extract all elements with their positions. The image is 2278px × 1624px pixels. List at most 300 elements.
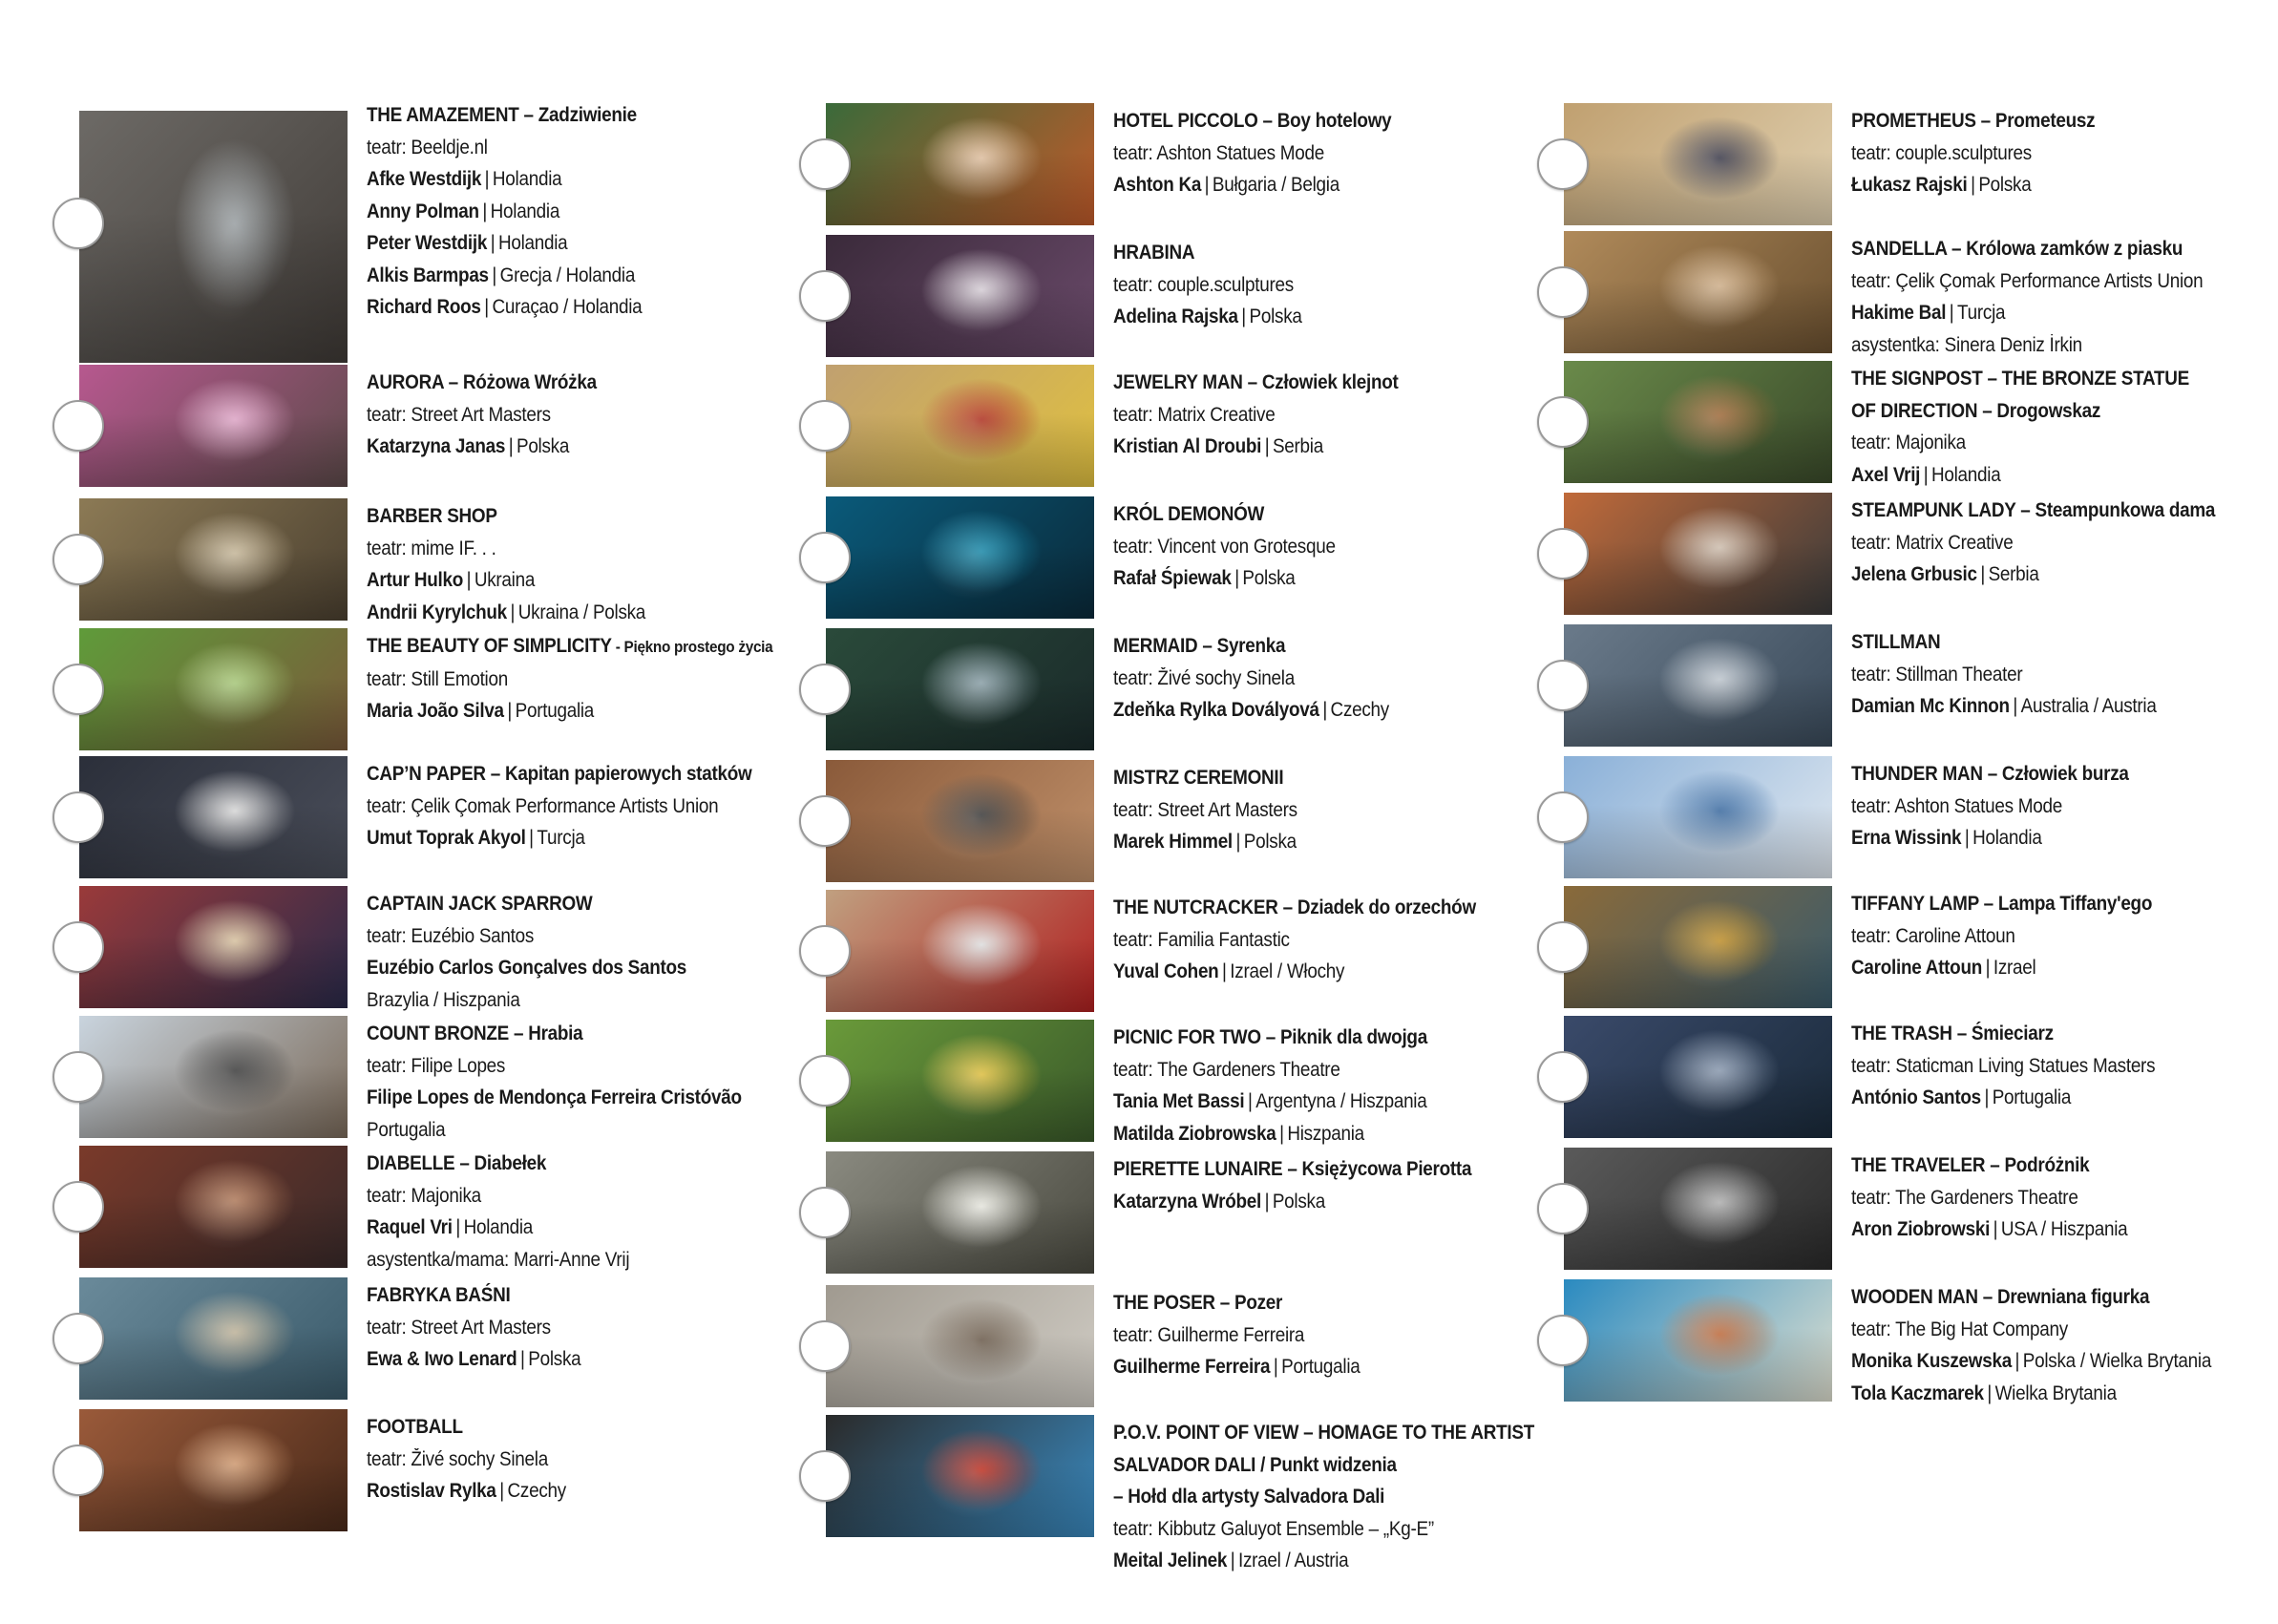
performer-name: Raquel Vri: [367, 1216, 453, 1238]
performer-name: Łukasz Rajski: [1851, 174, 1968, 196]
performance-entry: [826, 628, 1551, 758]
select-circle-button[interactable]: [799, 795, 851, 847]
performer-photo: [826, 496, 1094, 619]
performance-title: [1851, 888, 2246, 920]
title-text: AURORA – Różowa Wróżka: [367, 371, 597, 393]
info-line: teatr: The Gardeners Theatre: [1113, 1058, 1340, 1081]
select-circle-button[interactable]: [53, 1051, 104, 1103]
title-text: THE SIGNPOST – THE BRONZE STATUE: [1851, 368, 2189, 390]
title-text: P.O.V. POINT OF VIEW – HOMAGE TO THE ARTIST: [1113, 1422, 1535, 1444]
cast-line: [1851, 169, 2246, 201]
separator: |: [1248, 1090, 1253, 1112]
title-text: SANDELLA – Królowa zamków z piasku: [1851, 238, 2183, 260]
performer-name: Marek Himmel: [1113, 831, 1233, 853]
info-line: teatr: Matrix Creative: [1851, 531, 2014, 554]
performance-title: [1851, 1018, 2246, 1050]
performer-name: António Santos: [1851, 1086, 1981, 1108]
performer-name: Afke Westdijk: [367, 168, 482, 190]
performer-name: Yuval Cohen: [1113, 960, 1219, 982]
entry-text: [367, 500, 806, 628]
select-circle-button[interactable]: [53, 1181, 104, 1233]
performer-country: Polska: [1249, 306, 1302, 327]
info-line: Brazylia / Hiszpania: [367, 988, 520, 1011]
performer-name: Zdeňka Rylka Dovályová: [1113, 699, 1319, 721]
performance-entry: [1564, 493, 2278, 622]
entry-text: [1113, 105, 1552, 201]
performance-title: [1113, 892, 1508, 924]
entry-text: [1851, 363, 2278, 491]
performer-name: Tola Kaczmarek: [1851, 1381, 1984, 1404]
info-line: teatr: Caroline Attoun: [1851, 924, 2015, 947]
performance-entry: [826, 496, 1551, 626]
performance-title: [367, 1148, 762, 1180]
cast-line: [1851, 559, 2246, 591]
separator: |: [2014, 1350, 2020, 1372]
performer-photo: [1564, 756, 1832, 878]
performer-photo: [1564, 1148, 1832, 1270]
entry-text: [1113, 1153, 1552, 1217]
info-line: asystentka: Sinera Deniz İrkin: [1851, 333, 2082, 356]
performer-name: Anny Polman: [367, 200, 479, 222]
title-text: COUNT BRONZE – Hrabia: [367, 1023, 583, 1044]
performer-country: Ukraina: [474, 569, 536, 591]
performer-photo: [79, 628, 348, 750]
performer-country: Izrael: [1993, 957, 2036, 979]
select-circle-button[interactable]: [799, 532, 851, 583]
performer-photo: [826, 1020, 1094, 1142]
info-line: teatr: Street Art Masters: [1113, 798, 1297, 821]
performance-entry: [1564, 1279, 2278, 1409]
performance-title: [1113, 1022, 1508, 1054]
title-text: STEAMPUNK LADY – Steampunkowa dama: [1851, 499, 2216, 521]
entry-text: [367, 99, 806, 324]
info-line: teatr: Filipe Lopes: [367, 1054, 506, 1077]
performer-name: Rostislav Rylka: [367, 1480, 496, 1502]
bold-line: Filipe Lopes de Mendonça Ferreira Cristóvão: [367, 1086, 742, 1108]
select-circle-button[interactable]: [1537, 396, 1589, 448]
performer-name: Katarzyna Janas: [367, 435, 506, 457]
performance-title: [1851, 363, 2246, 395]
info-line: teatr: Staticman Living Statues Masters: [1851, 1054, 2156, 1077]
title-text: PICNIC FOR TWO – Piknik dla dwojga: [1113, 1026, 1427, 1048]
performer-country: Czechy: [1330, 699, 1389, 721]
performance-title: [1113, 762, 1508, 794]
performer-photo: [1564, 231, 1832, 353]
separator: |: [482, 200, 488, 222]
select-circle-button[interactable]: [53, 791, 104, 843]
title-text: BARBER SHOP: [367, 505, 497, 527]
entry-text: [1851, 1149, 2278, 1246]
cast-line: [1113, 562, 1508, 595]
title-text: PIERETTE LUNAIRE – Księżycowa Pierotta: [1113, 1158, 1472, 1180]
performer-country: Holandia: [1931, 463, 2001, 486]
select-circle-button[interactable]: [799, 270, 851, 322]
title-text: KRÓL DEMONÓW: [1113, 503, 1265, 525]
performance-entry: [826, 1285, 1551, 1415]
performer-country: Hiszpania: [1287, 1122, 1364, 1145]
performance-title: [1113, 1417, 1535, 1449]
cast-line: [1851, 1213, 2246, 1246]
title-text: THE POSER – Pozer: [1113, 1292, 1283, 1314]
performer-photo: [79, 886, 348, 1008]
cast-line: [1851, 690, 2246, 723]
performance-entry: [826, 235, 1551, 365]
performance-title: [1851, 105, 2246, 137]
entry-text: [1113, 1022, 1552, 1149]
cast-line: [367, 1475, 762, 1508]
select-circle-button[interactable]: [1537, 1051, 1589, 1103]
select-circle-button[interactable]: [799, 664, 851, 715]
info-line: teatr: Çelik Çomak Performance Artists Union: [1851, 269, 2204, 292]
performer-country: Wielka Brytania: [1994, 1381, 2117, 1404]
performer-name: Monika Kuszewska: [1851, 1350, 2012, 1372]
performance-title: [367, 888, 762, 920]
cast-line: [1113, 1186, 1508, 1218]
title-text: THUNDER MAN – Człowiek burza: [1851, 763, 2129, 785]
separator: |: [1273, 1356, 1278, 1378]
cast-line: [1851, 297, 2246, 329]
entry-text: [1113, 630, 1552, 727]
performance-entry: [1564, 103, 2278, 233]
cast-line: [367, 163, 762, 196]
performer-name: Maria João Silva: [367, 700, 504, 722]
separator: |: [1234, 567, 1239, 589]
cast-line: [1851, 459, 2246, 492]
title-text: PROMETHEUS – Prometeusz: [1851, 110, 2096, 132]
performer-photo: [826, 1285, 1094, 1407]
select-circle-button[interactable]: [53, 198, 104, 249]
info-line: teatr: Matrix Creative: [1113, 403, 1276, 426]
select-circle-button[interactable]: [1537, 266, 1589, 318]
separator: |: [2013, 695, 2018, 717]
performer-photo: [79, 1409, 348, 1531]
cast-line: [1851, 1082, 2246, 1114]
separator: |: [1980, 563, 1985, 585]
separator: |: [1971, 174, 1975, 196]
cast-line: [367, 1343, 762, 1376]
performer-name: Rafał Śpiewak: [1113, 567, 1232, 589]
performance-entry: [826, 365, 1551, 495]
performer-country: Argentyna / Hiszpania: [1255, 1090, 1427, 1112]
performance-entry: [1564, 886, 2278, 1016]
performer-country: Izrael / Włochy: [1230, 960, 1345, 982]
performer-country: Polska: [1272, 1190, 1325, 1213]
info-line: teatr: Çelik Çomak Performance Artists Union: [367, 794, 719, 817]
separator: |: [484, 296, 489, 318]
performer-country: USA / Hiszpania: [2000, 1218, 2128, 1240]
select-circle-button[interactable]: [1537, 1183, 1589, 1234]
performer-country: Serbia: [1988, 563, 2039, 585]
entry-text: [367, 367, 806, 463]
performance-entry: [79, 97, 805, 318]
performer-country: Polska: [1242, 567, 1296, 589]
info-line: teatr: Živé sochy Sinela: [367, 1447, 548, 1470]
performance-title: [1113, 367, 1508, 399]
performance-title: [1851, 495, 2246, 527]
performance-title: [1113, 630, 1508, 663]
separator: |: [508, 435, 514, 457]
performance-entry: [79, 498, 805, 628]
performer-country: Holandia: [463, 1216, 534, 1238]
performance-title: [367, 367, 762, 399]
performer-country: Izrael / Austria: [1237, 1550, 1349, 1571]
performer-photo: [1564, 886, 1832, 1008]
select-circle-button[interactable]: [53, 1445, 104, 1496]
performer-photo: [79, 365, 348, 487]
performer-name: Richard Roos: [367, 296, 481, 318]
performance-title: [367, 500, 762, 533]
separator: |: [1264, 1190, 1270, 1213]
select-circle-button[interactable]: [53, 921, 104, 973]
info-line: teatr: Still Emotion: [367, 667, 508, 690]
select-circle-button[interactable]: [53, 534, 104, 585]
performance-title: [1113, 237, 1508, 269]
performer-photo: [1564, 103, 1832, 225]
entry-text: [1851, 1281, 2278, 1409]
select-circle-button[interactable]: [1537, 660, 1589, 711]
cast-line: [1113, 694, 1508, 727]
performer-country: Turcja: [537, 827, 585, 849]
performance-entry: [1564, 624, 2278, 754]
entry-text: [1851, 758, 2278, 854]
cast-line: [1113, 169, 1508, 201]
select-circle-button[interactable]: [799, 925, 851, 977]
separator: |: [1923, 463, 1929, 486]
performance-entry: [1564, 1016, 2278, 1146]
performance-entry: [79, 1277, 805, 1407]
performance-title: [367, 99, 762, 132]
performer-name: Matilda Ziobrowska: [1113, 1122, 1276, 1145]
title-text: TIFFANY LAMP – Lampa Tiffany'ego: [1851, 893, 2153, 915]
performance-title: [367, 1018, 762, 1050]
performer-name: Alkis Barmpas: [367, 264, 489, 286]
performer-country: Portugalia: [1992, 1086, 2072, 1108]
cast-line: [367, 597, 762, 629]
separator: |: [1204, 174, 1210, 196]
title-text: CAPTAIN JACK SPARROW: [367, 893, 593, 915]
select-circle-button[interactable]: [1537, 791, 1589, 843]
select-circle-button[interactable]: [799, 1187, 851, 1238]
info-line: teatr: Ashton Statues Mode: [1851, 794, 2062, 817]
performance-entry: [826, 1415, 1551, 1571]
performer-name: Katarzyna Wróbel: [1113, 1190, 1261, 1213]
performer-name: Kristian Al Droubi: [1113, 435, 1262, 457]
cast-line: [1113, 826, 1508, 858]
performer-photo: [79, 498, 348, 621]
performer-photo: [1564, 361, 1832, 483]
entry-text: [1851, 1018, 2278, 1114]
title-text: THE TRAVELER – Podróżnik: [1851, 1154, 2090, 1176]
entry-text: [1113, 892, 1552, 988]
select-circle-button[interactable]: [799, 1320, 851, 1372]
info-line: teatr: Euzébio Santos: [367, 924, 535, 947]
performer-country: Polska: [528, 1348, 581, 1370]
select-circle-button[interactable]: [799, 1450, 851, 1502]
performance-title: [367, 1279, 762, 1312]
separator: |: [1993, 1218, 1998, 1240]
performer-country: Serbia: [1272, 435, 1323, 457]
performance-entry: [1564, 361, 2278, 491]
bold-line: OF DIRECTION – Drogowskaz: [1851, 399, 2101, 422]
info-line: teatr: mime IF. . .: [367, 537, 496, 559]
select-circle-button[interactable]: [1537, 138, 1589, 190]
select-circle-button[interactable]: [53, 400, 104, 452]
performer-photo: [1564, 624, 1832, 747]
separator: |: [490, 232, 496, 254]
performance-title: [367, 1411, 762, 1444]
title-text: MISTRZ CEREMONII: [1113, 767, 1284, 789]
bold-line: – Hołd dla artysty Salvadora Dali: [1113, 1486, 1385, 1508]
info-line: teatr: Street Art Masters: [367, 403, 551, 426]
performance-title: [1113, 1153, 1508, 1186]
performer-country: Polska: [1243, 831, 1297, 853]
performance-title: [1113, 498, 1508, 531]
performance-title: [1851, 233, 2246, 265]
performer-country: Bułgaria / Belgia: [1212, 174, 1339, 196]
cast-line: [1113, 1118, 1508, 1150]
title-text: FABRYKA BAŚNI: [367, 1284, 511, 1306]
performance-entry: [79, 1016, 805, 1146]
performer-photo: [79, 1146, 348, 1268]
info-line: teatr: Majonika: [1851, 432, 1966, 453]
entry-text: [367, 1148, 806, 1276]
entry-text: [1851, 105, 2278, 201]
cast-line: [367, 291, 762, 324]
performer-name: Aron Ziobrowski: [1851, 1218, 1991, 1240]
performer-name: Tania Met Bassi: [1113, 1090, 1245, 1112]
title-text: THE BEAUTY OF SIMPLICITY: [367, 635, 612, 657]
performer-photo: [79, 111, 348, 363]
cast-line: [1113, 1351, 1508, 1383]
entry-text: [1851, 495, 2278, 591]
separator: |: [1235, 831, 1241, 853]
performance-entry: [79, 1146, 805, 1276]
title-subtitle: - Piękno prostego życia: [611, 638, 773, 656]
cast-line: [367, 695, 762, 728]
performer-name: Damian Mc Kinnon: [1851, 695, 2010, 717]
cast-line: [1851, 952, 2246, 984]
info-line: teatr: couple.sculptures: [1113, 273, 1294, 296]
cast-line: [1113, 1086, 1508, 1118]
performance-entry: [1564, 231, 2278, 361]
performer-photo: [79, 756, 348, 878]
select-circle-button[interactable]: [799, 400, 851, 452]
performer-country: Czechy: [507, 1480, 566, 1502]
performer-country: Ukraina / Polska: [517, 601, 646, 623]
performance-title: [1113, 105, 1508, 137]
title-text: HOTEL PICCOLO – Boy hotelowy: [1113, 110, 1392, 132]
entry-text: [367, 1018, 806, 1146]
performance-title: [367, 630, 773, 664]
performer-photo: [826, 628, 1094, 750]
performer-name: Erna Wissink: [1851, 827, 1962, 849]
info-line: teatr: Živé sochy Sinela: [1113, 666, 1295, 689]
info-line: teatr: Street Art Masters: [367, 1316, 551, 1339]
select-circle-button[interactable]: [1537, 528, 1589, 580]
separator: |: [507, 700, 513, 722]
bold-line: SALVADOR DALI / Punkt widzenia: [1113, 1453, 1397, 1476]
performer-country: Curaçao / Holandia: [492, 296, 643, 318]
separator: |: [1985, 957, 1991, 979]
select-circle-button[interactable]: [799, 1055, 851, 1107]
entry-text: [1851, 888, 2278, 984]
performance-title: [1113, 1287, 1508, 1319]
info-line: teatr: Stillman Theater: [1851, 663, 2023, 685]
performer-name: Axel Vrij: [1851, 463, 1921, 486]
title-text: CAP’N PAPER – Kapitan papierowych statków: [367, 763, 752, 785]
cast-line: [367, 564, 762, 597]
performer-photo: [1564, 1279, 1832, 1402]
entry-text: [367, 758, 806, 854]
cast-line: [1113, 956, 1508, 988]
select-circle-button[interactable]: [1537, 921, 1589, 973]
performer-country: Polska: [1978, 174, 2032, 196]
performer-country: Holandia: [497, 232, 568, 254]
info-line: asystentka/mama: Marri-Anne Vrij: [367, 1248, 630, 1271]
performance-title: [1851, 626, 2246, 659]
performer-name: Peter Westdijk: [367, 232, 488, 254]
performer-name: Umut Toprak Akyol: [367, 827, 526, 849]
separator: |: [1964, 827, 1970, 849]
performer-name: Andrii Kyrylchuk: [367, 601, 507, 623]
entry-text: [367, 888, 806, 1016]
separator: |: [1222, 960, 1227, 982]
title-text: JEWELRY MAN – Człowiek klejnot: [1113, 371, 1399, 393]
title-text: HRABINA: [1113, 242, 1195, 264]
cast-line: [1113, 301, 1508, 333]
performance-entry: [1564, 1148, 2278, 1277]
separator: |: [499, 1480, 504, 1502]
info-line: teatr: The Gardeners Theatre: [1851, 1186, 2078, 1209]
performance-title: [367, 758, 762, 791]
entry-text: [367, 630, 806, 728]
separator: |: [1322, 699, 1327, 721]
select-circle-button[interactable]: [799, 138, 851, 190]
performer-photo: [826, 890, 1094, 1012]
info-line: teatr: Kibbutz Galuyot Ensemble – „Kg-E”: [1113, 1517, 1434, 1540]
performer-name: Adelina Rajska: [1113, 306, 1238, 327]
entry-text: [367, 1411, 806, 1508]
performance-entry: [1564, 756, 2278, 886]
separator: |: [466, 569, 472, 591]
performer-name: Guilherme Ferreira: [1113, 1356, 1271, 1378]
title-text: FOOTBALL: [367, 1416, 463, 1438]
performer-name: Meital Jelinek: [1113, 1550, 1228, 1571]
performer-photo: [1564, 493, 1832, 615]
performer-photo: [826, 760, 1094, 882]
separator: |: [1230, 1550, 1235, 1571]
cast-line: [367, 196, 762, 228]
performer-name: Artur Hulko: [367, 569, 463, 591]
title-text: MERMAID – Syrenka: [1113, 635, 1286, 657]
select-circle-button[interactable]: [1537, 1315, 1589, 1366]
cast-line: [1113, 1545, 1508, 1577]
cast-line: [367, 1212, 762, 1244]
performer-photo: [1564, 1016, 1832, 1138]
performer-country: Portugalia: [1281, 1356, 1360, 1378]
title-text: WOODEN MAN – Drewniana figurka: [1851, 1286, 2150, 1308]
separator: |: [1987, 1381, 1992, 1404]
separator: |: [1949, 302, 1954, 324]
performer-country: Holandia: [490, 200, 560, 222]
select-circle-button[interactable]: [53, 664, 104, 715]
performance-entry: [79, 886, 805, 1016]
select-circle-button[interactable]: [53, 1313, 104, 1364]
separator: |: [510, 601, 516, 623]
performer-photo: [826, 235, 1094, 357]
performer-name: Ashton Ka: [1113, 174, 1202, 196]
entry-text: [1113, 237, 1552, 333]
